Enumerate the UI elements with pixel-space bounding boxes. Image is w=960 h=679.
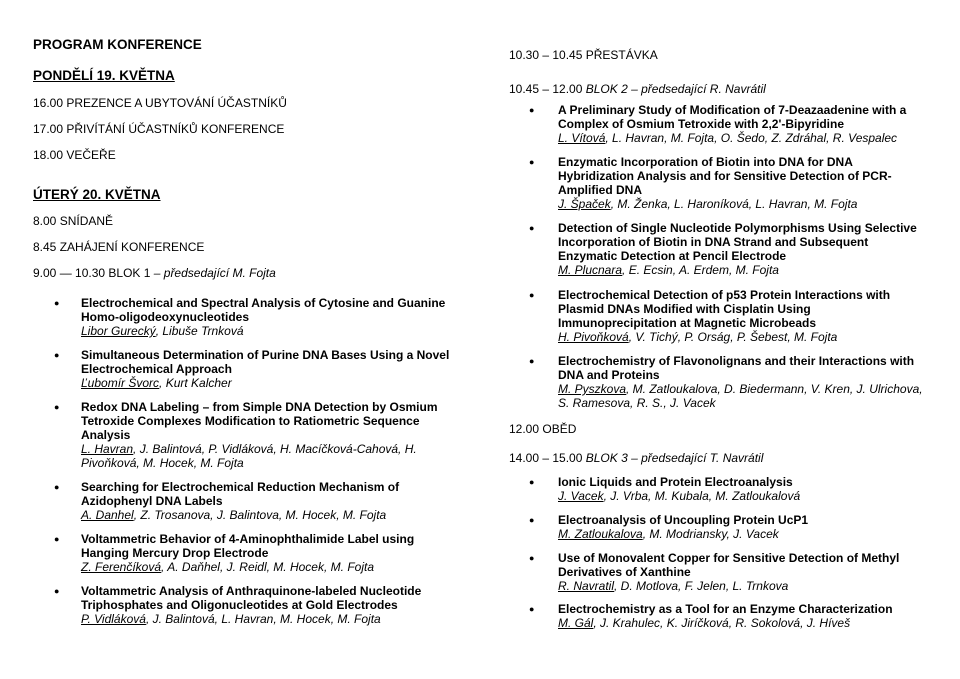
block2-chair: BLOK 2 – předsedající R. Navrátil bbox=[585, 82, 766, 96]
talk-authors bbox=[558, 616, 850, 630]
talk-authors bbox=[558, 579, 788, 593]
talk-title-line: Homo-oligodeoxynucleotides bbox=[81, 310, 250, 324]
talk-title-line: Amplified DNA bbox=[558, 183, 642, 197]
presenter-name: Libor Gurecký bbox=[81, 324, 156, 338]
bullet-icon: ● bbox=[529, 157, 535, 167]
talk-title-line: Electrochemical Approach bbox=[81, 362, 232, 376]
schedule-item: 18.00 VEČEŘE bbox=[33, 148, 116, 162]
talk-title-line: Searching for Electrochemical Reduction Mechanism of bbox=[81, 480, 400, 494]
talk-title-line: Electrochemistry as a Tool for an Enzyme Characterization bbox=[558, 602, 893, 616]
talk-title-line: DNA and Proteins bbox=[558, 368, 660, 382]
talk-title-line: Tetroxide Complexes Modification to Ratiometric Sequence bbox=[81, 414, 420, 428]
talk-title-line: Ionic Liquids and Protein Electroanalysis bbox=[558, 475, 793, 489]
talk-title-line: Electrochemical and Spectral Analysis of Cytosine and Guanine bbox=[81, 296, 446, 310]
talk-authors bbox=[558, 263, 779, 277]
presenter-name: L. Havran bbox=[81, 442, 134, 456]
coauthor-names: , J. Vrba, M. Kubala, M. Zatloukalová bbox=[603, 489, 801, 503]
block1-time: 9.00 — 10.30 BLOK 1 bbox=[33, 266, 151, 280]
presenter-name: A. Danhel bbox=[81, 508, 134, 522]
talk-authors bbox=[558, 489, 800, 503]
coauthor-names: , E. Ecsin, A. Erdem, M. Fojta bbox=[622, 263, 779, 277]
schedule-item: 17.00 PŘIVÍTÁNÍ ÚČASTNÍKŮ KONFERENCE bbox=[33, 122, 285, 136]
coauthor-names: , L. Havran, M. Fojta, O. Šedo, Z. Zdráhal, R. Vespalec bbox=[605, 131, 898, 145]
presenter-name: Z. Ferenčíková bbox=[81, 560, 162, 574]
bullet-icon: ● bbox=[529, 105, 535, 115]
talk-authors bbox=[81, 442, 417, 456]
coauthor-names: , J. Krahulec, K. Jiríčková, R. Sokolová, J. Híveš bbox=[593, 616, 851, 630]
talk-title-line: Enzymatic Incorporation of Biotin into DNA for DNA bbox=[558, 155, 853, 169]
talk-authors bbox=[558, 131, 897, 145]
talk-title-line: Simultaneous Determination of Purine DNA Bases Using a Novel bbox=[81, 348, 450, 362]
bullet-icon: ● bbox=[529, 290, 535, 300]
talk-title-line: Hybridization Analysis and for Sensitive Detection of PCR- bbox=[558, 169, 892, 183]
talk-authors bbox=[558, 330, 837, 344]
coauthor-names: , M. Zatloukalova, D. Biedermann, V. Kren, J. Ulrichova, bbox=[626, 382, 923, 396]
talk-authors bbox=[558, 382, 923, 396]
talk-authors bbox=[81, 508, 386, 522]
day2-heading: ÚTERÝ 20. KVĚTNA bbox=[33, 187, 161, 202]
bullet-icon: ● bbox=[529, 604, 535, 614]
talk-title-line: Triphosphates and Oligonucleotides at Gold Electrodes bbox=[81, 598, 398, 612]
presenter-name: M. Gál bbox=[558, 616, 594, 630]
talk-title-line: Redox DNA Labeling – from Simple DNA Detection by Osmium bbox=[81, 400, 438, 414]
talk-title-line: Use of Monovalent Copper for Sensitive Detection of Methyl bbox=[558, 551, 900, 565]
presenter-name: M. Pyszkova bbox=[558, 382, 627, 396]
talk-title-line: Detection of Single Nucleotide Polymorphisms Using Selective bbox=[558, 221, 917, 235]
block3-chair: BLOK 3 – předsedající T. Navrátil bbox=[585, 451, 764, 465]
talk-authors-cont: S. Ramesova, R. S., J. Vacek bbox=[558, 396, 716, 410]
lunch-item: 12.00 OBĚD bbox=[509, 422, 577, 436]
bullet-icon: ● bbox=[529, 223, 535, 233]
presenter-name: J. Vacek bbox=[558, 489, 604, 503]
coauthor-names: , V. Tichý, P. Orság, P. Šebest, M. Fojta bbox=[628, 330, 838, 344]
talk-title-line: Electroanalysis of Uncoupling Protein UcP1 bbox=[558, 513, 809, 527]
presenter-name: M. Zatloukalova bbox=[558, 527, 643, 541]
coauthor-names: , M. Ženka, L. Haroníková, L. Havran, M. Fojta bbox=[610, 197, 858, 211]
coauthor-names: , J. Balintová, P. Vidláková, H. Macíčková-Cahová, H. bbox=[133, 442, 417, 456]
coauthor-names: , Kurt Kalcher bbox=[159, 376, 232, 390]
bullet-icon: ● bbox=[54, 586, 60, 596]
bullet-icon: ● bbox=[54, 534, 60, 544]
talk-title-line: Electrochemistry of Flavonolignans and their Interactions with bbox=[558, 354, 915, 368]
bullet-icon: ● bbox=[529, 356, 535, 366]
talk-authors bbox=[81, 560, 374, 574]
day1-heading: PONDĚLÍ 19. KVĚTNA bbox=[33, 68, 175, 83]
talk-title-line: Hanging Mercury Drop Electrode bbox=[81, 546, 269, 560]
talk-title-line: Immunoprecipitation at Magnetic Microbeads bbox=[558, 316, 817, 330]
presenter-name: J. Špaček bbox=[558, 197, 611, 211]
bullet-icon: ● bbox=[54, 350, 60, 360]
block3-heading bbox=[509, 451, 763, 465]
talk-title-line: Enzymatic Detection at Pencil Electrode bbox=[558, 249, 787, 263]
talk-title-line: A Preliminary Study of Modification of 7-Deazaadenine with a bbox=[558, 103, 907, 117]
talk-title-line: Plasmid DNAs Modified with Cisplatin Using bbox=[558, 302, 811, 316]
talk-authors bbox=[81, 324, 244, 338]
program-title: PROGRAM KONFERENCE bbox=[33, 37, 202, 52]
block3-time: 14.00 – 15.00 bbox=[509, 451, 586, 465]
talk-title-line: Voltammetric Behavior of 4-Aminophthalimide Label using bbox=[81, 532, 415, 546]
talk-title-line: Voltammetric Analysis of Anthraquinone-labeled Nucleotide bbox=[81, 584, 422, 598]
presenter-name: M. Plucnara bbox=[558, 263, 623, 277]
bullet-icon: ● bbox=[529, 515, 535, 525]
presenter-name: L. Vítová bbox=[558, 131, 606, 145]
coauthor-names: , J. Balintová, L. Havran, M. Hocek, M. Fojta bbox=[145, 612, 381, 626]
block1-chair: – předsedající M. Fojta bbox=[150, 266, 276, 280]
bullet-icon: ● bbox=[54, 298, 60, 308]
talk-authors-cont: Pivoňková, M. Hocek, M. Fojta bbox=[81, 456, 244, 470]
talk-title-line: Incorporation of Biotin in DNA Strand and Subsequent bbox=[558, 235, 869, 249]
talk-authors bbox=[558, 197, 857, 211]
bullet-icon: ● bbox=[54, 482, 60, 492]
presenter-name: Ľubomír Švorc bbox=[81, 376, 160, 390]
coauthor-names: , A. Daňhel, J. Reidl, M. Hocek, M. Fojta bbox=[161, 560, 374, 574]
talk-title-line: Analysis bbox=[81, 428, 131, 442]
talk-authors bbox=[81, 376, 232, 390]
block1-heading bbox=[33, 266, 276, 280]
coauthor-names: , Libuše Trnková bbox=[155, 324, 244, 338]
talk-title-line: Azidophenyl DNA Labels bbox=[81, 494, 223, 508]
talk-title-line: Derivatives of Xanthine bbox=[558, 565, 691, 579]
talk-authors bbox=[81, 612, 381, 626]
coauthor-names: , M. Modriansky, J. Vacek bbox=[642, 527, 779, 541]
bullet-icon: ● bbox=[529, 477, 535, 487]
presenter-name: R. Navratil bbox=[558, 579, 615, 593]
talk-authors bbox=[558, 527, 779, 541]
schedule-item: 16.00 PREZENCE A UBYTOVÁNÍ ÚČASTNÍKŮ bbox=[33, 96, 287, 110]
presenter-name: P. Vidláková bbox=[81, 612, 146, 626]
block2-heading bbox=[509, 82, 766, 96]
coauthor-names: , Z. Trosanova, J. Balintova, M. Hocek, M. Fojta bbox=[133, 508, 387, 522]
talk-title-line: Electrochemical Detection of p53 Protein Interactions with bbox=[558, 288, 891, 302]
break-item: 10.30 – 10.45 PŘESTÁVKA bbox=[509, 48, 658, 62]
schedule-item: 8.00 SNÍDANĚ bbox=[33, 214, 114, 228]
bullet-icon: ● bbox=[529, 553, 535, 563]
talk-title-line: Complex of Osmium Tetroxide with 2,2'-Bipyridine bbox=[558, 117, 845, 131]
presenter-name: H. Pivoňková bbox=[558, 330, 629, 344]
block2-time: 10.45 – 12.00 bbox=[509, 82, 586, 96]
coauthor-names: , D. Motlova, F. Jelen, L. Trnkova bbox=[614, 579, 789, 593]
schedule-item: 8.45 ZAHÁJENÍ KONFERENCE bbox=[33, 240, 205, 254]
bullet-icon: ● bbox=[54, 402, 60, 412]
